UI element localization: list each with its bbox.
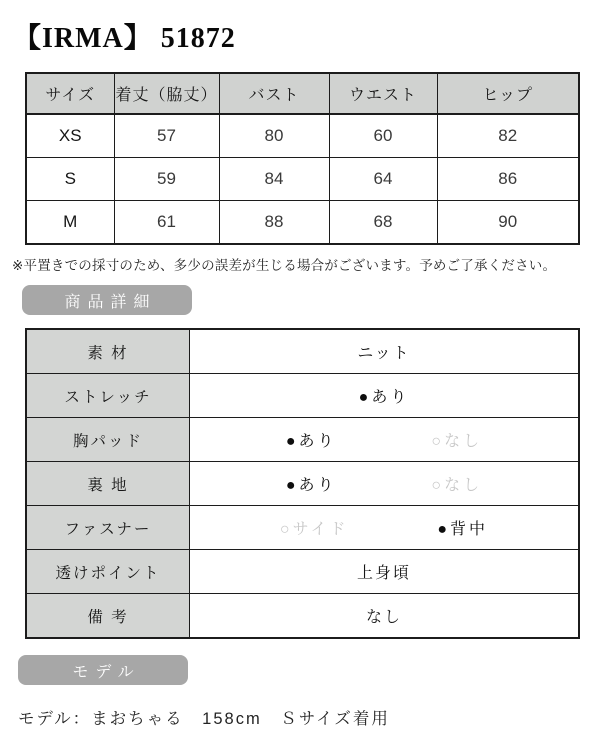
detail-row-remarks [26,594,579,639]
detail-label: 胸パッド [26,418,190,462]
size-col-header: 着丈（脇丈） [114,73,219,114]
size-col-header: ウエスト [329,73,437,114]
size-note: ※平置きでの採寸のため、多少の誤差が生じる場合がございます。予めご了承ください。 [12,258,557,273]
size-cell: 84 [219,158,329,201]
detail-option: ○なし [431,477,483,494]
detail-value [190,462,580,506]
size-col-header: バスト [219,73,329,114]
section-badge-details: 商品詳細 [22,285,192,315]
detail-label: 備 考 [26,594,190,639]
detail-option: ●背中 [437,521,489,538]
detail-row-lining [26,462,579,506]
size-cell: 82 [437,114,579,158]
detail-label: ストレッチ [26,374,190,418]
page-title: 【IRMA】 51872 [13,23,236,54]
size-cell: 68 [329,201,437,245]
size-cell: 88 [219,201,329,245]
size-cell: 80 [219,114,329,158]
size-name-cell: XS [26,114,114,158]
detail-option: ○サイド [279,521,349,538]
size-cell: 60 [329,114,437,158]
details-table [25,328,580,639]
size-cell: 86 [437,158,579,201]
size-cell: 90 [437,201,579,245]
detail-row-chest-pad [26,418,579,462]
size-row-s [26,158,579,201]
size-table-header-row [26,73,579,114]
size-col-header: サイズ [26,73,114,114]
detail-label: 裏 地 [26,462,190,506]
detail-value: なし [190,594,580,639]
detail-option: ○なし [431,433,483,450]
detail-option: ●あり [285,433,337,450]
detail-label: ファスナー [26,506,190,550]
size-name-cell: M [26,201,114,245]
detail-row-zipper [26,506,579,550]
size-cell: 61 [114,201,219,245]
detail-value [190,418,580,462]
detail-label: 透けポイント [26,550,190,594]
detail-row-sheer-point [26,550,579,594]
model-info: モデル：まおちゃる 158cm Ｓサイズ着用 [18,710,390,728]
size-col-header: ヒップ [437,73,579,114]
product-spec-page [0,16,600,736]
detail-value: ニット [190,329,580,374]
size-table [25,72,580,245]
detail-option: ●あり [358,389,410,406]
detail-row-material [26,329,579,374]
detail-value [190,374,580,418]
size-cell: 59 [114,158,219,201]
size-row-m [26,201,579,245]
section-badge-model: モデル [18,655,188,685]
size-name-cell: S [26,158,114,201]
detail-row-stretch [26,374,579,418]
size-cell: 64 [329,158,437,201]
detail-value: 上身頃 [190,550,580,594]
detail-option: ●あり [285,477,337,494]
detail-value [190,506,580,550]
size-cell: 57 [114,114,219,158]
detail-label: 素 材 [26,329,190,374]
size-row-xs [26,114,579,158]
